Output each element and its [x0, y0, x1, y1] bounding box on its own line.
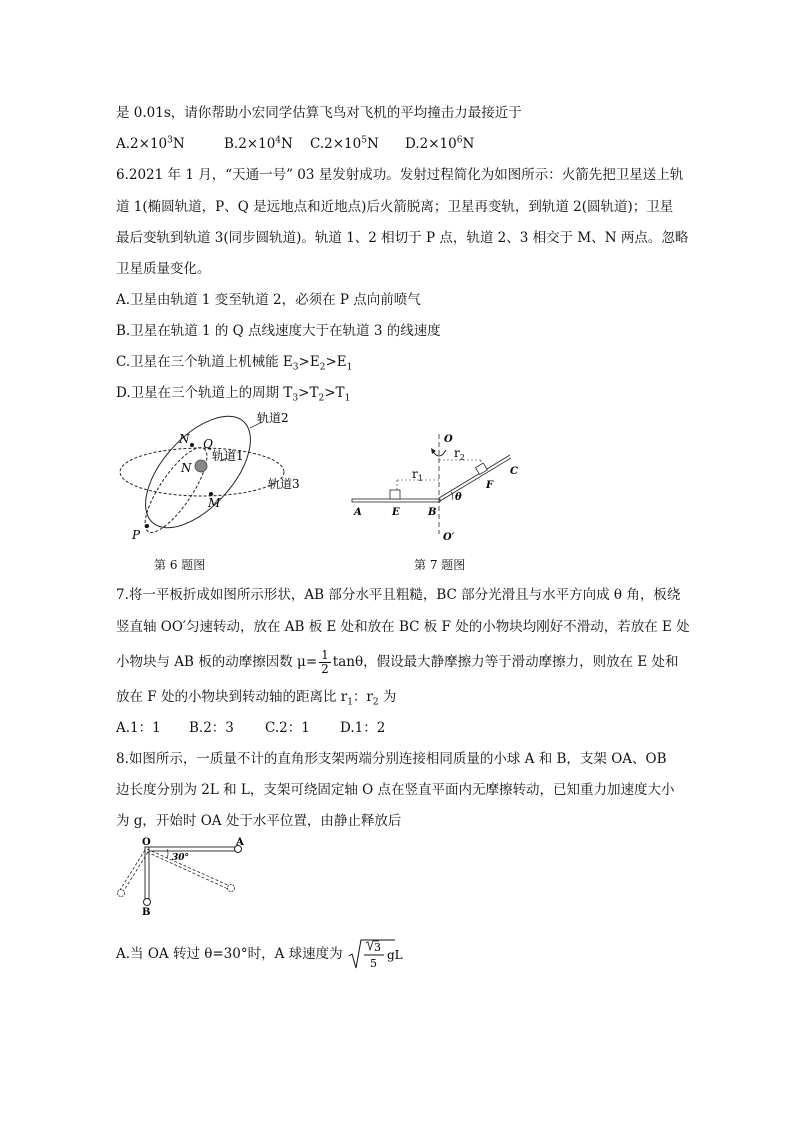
- label-a: A: [236, 837, 244, 848]
- label-r1: $r_1$: [412, 467, 423, 483]
- ball-a-rotated: [228, 885, 235, 892]
- q5-option-c: $C.2\times 10^5N$: [310, 135, 379, 152]
- q6-option-d: D.卫星在三个轨道上的周期 $T_3>T_2>T_1$: [116, 385, 351, 404]
- q7-stem-line1: 7.将一平板折成如图所示形状，AB 部分水平且粗糙，BC 部分光滑且与水平方向成 θ 角，板绕: [116, 587, 681, 603]
- label-o-prime: O′: [443, 532, 455, 543]
- figure-8-frame: [112, 836, 252, 918]
- q5-tail-text: 是 0.01s，请你帮助小宏同学估算飞鸟对飞机的平均撞击力最接近于: [116, 105, 522, 121]
- plate-bc-upper: [439, 455, 510, 498]
- q6-option-b: B.卫星在轨道 1 的 Q 点线速度大于在轨道 3 的线速度: [116, 323, 441, 339]
- arm-oa: [145, 847, 237, 851]
- label-o: O: [142, 837, 151, 848]
- fraction-one-half: $\frac{1}{2}$: [321, 648, 329, 676]
- q7-option-b: B.2：3: [189, 720, 234, 736]
- label-r2: $r_2$: [454, 446, 465, 462]
- q7-option-c: C.2：1: [265, 720, 310, 736]
- point-n-upper: [190, 443, 194, 447]
- g-l: gL: [386, 947, 403, 962]
- label-n-lower: N: [181, 461, 192, 475]
- figure-6-caption: 第 6 题图: [154, 558, 206, 572]
- label-b: B: [142, 907, 151, 918]
- q6-stem-line3: 最后变轨到轨道 3(同步圆轨道)。轨道 1、2 相切于 P 点，轨道 2、3 相交于 M、N 两点。忽略: [116, 230, 689, 246]
- label-orbit2: 轨道2: [257, 411, 289, 425]
- q8-stem-line1: 8.如图所示，一质量不计的直角形支架两端分别连接相同质量的小球 A 和 B，支架 OA、OB: [116, 751, 667, 767]
- label-f: F: [486, 480, 494, 491]
- denominator-five: 5: [369, 956, 377, 970]
- figure-6-orbits: [112, 408, 322, 546]
- q7-stem-line3: 小物块与 AB 板的动摩擦因数 μ= $\frac{1}{2}$ tanθ，假设最大静摩擦力等于滑动摩擦力，则放在 E 处和: [116, 648, 679, 676]
- figure-7-caption: 第 7 题图: [414, 558, 466, 572]
- earth-icon: [195, 460, 207, 472]
- figure-7-plate: [348, 430, 528, 550]
- sqrt-three: 3: [373, 940, 381, 954]
- label-p: P: [132, 528, 141, 542]
- block-e: [390, 490, 400, 499]
- rotated-ob-dashed-1: [120, 850, 145, 890]
- point-p: [145, 524, 149, 528]
- q6-stem-line1: 6.2021 年 1 月，“天通一号” 03 星发射成功。发射过程简化为如图所示：火箭先把卫星送上轨: [116, 167, 684, 183]
- q5-option-b: $B.2\times 10^4N$: [224, 135, 293, 152]
- q6-stem-line4: 卫星质量变化。: [116, 261, 211, 277]
- block-f: [476, 463, 488, 474]
- q5-option-d: $D.2\times 10^6N$: [405, 135, 475, 152]
- q6-option-c: C.卫星在三个轨道上机械能 $E_3>E_2>E_1$: [116, 354, 353, 373]
- q8-stem-line3: 为 g，开始时 OA 处于水平位置，由静止释放后: [116, 813, 402, 829]
- label-theta: θ: [455, 492, 462, 503]
- label-b: B: [428, 507, 437, 518]
- plate-ab: [352, 499, 440, 502]
- label-a: A: [354, 507, 362, 518]
- label-n-upper: N: [179, 432, 190, 446]
- q7-stem-line2: 竖直轴 OO′匀速转动，放在 AB 板 E 处和放在 BC 板 F 处的小物块均刚好不滑动，若放在 E 处: [116, 619, 690, 635]
- label-o: O: [444, 434, 453, 445]
- label-orbit3: 轨道3: [268, 477, 300, 491]
- q7-option-d: D.1：2: [340, 720, 386, 736]
- q6-stem-line2: 道 1(椭圆轨道，P、Q 是远地点和近地点)后火箭脱离；卫星再变轨，到轨道 2(圆轨道)；卫星: [116, 199, 674, 215]
- label-angle: 30°: [172, 853, 190, 863]
- plate-bc-lower: [440, 458, 511, 501]
- q5-option-a: $A.2\times 10^3N$: [116, 135, 185, 152]
- ball-b-rotated: [118, 890, 125, 897]
- rotated-ob-dashed-2: [123, 852, 148, 892]
- sqrt-expression: [347, 937, 415, 972]
- label-orbit1: 轨道1: [212, 449, 244, 463]
- q7-stem-line4: 放在 F 处的小物块到转动轴的距离比 $r_1$：$r_2$ 为: [116, 689, 397, 708]
- label-e: E: [392, 507, 400, 518]
- label-q: Q: [203, 437, 213, 451]
- label-m: M: [208, 496, 221, 510]
- q6-option-a: A.卫星由轨道 1 变至轨道 2，必须在 P 点向前喷气: [116, 292, 421, 308]
- q7-option-a: A.1：1: [116, 720, 161, 736]
- label-c: C: [510, 466, 518, 477]
- q8-stem-line2: 边长度分别为 2L 和 L，支架可绕固定轴 O 点在竖直平面内无摩擦转动，已知重力加速度大小: [116, 782, 675, 798]
- ball-b: [144, 899, 151, 906]
- q8-option-a: A.当 OA 转过 θ=30°时，A 球速度为 3 5 gL: [116, 937, 415, 972]
- arm-ob: [145, 847, 149, 900]
